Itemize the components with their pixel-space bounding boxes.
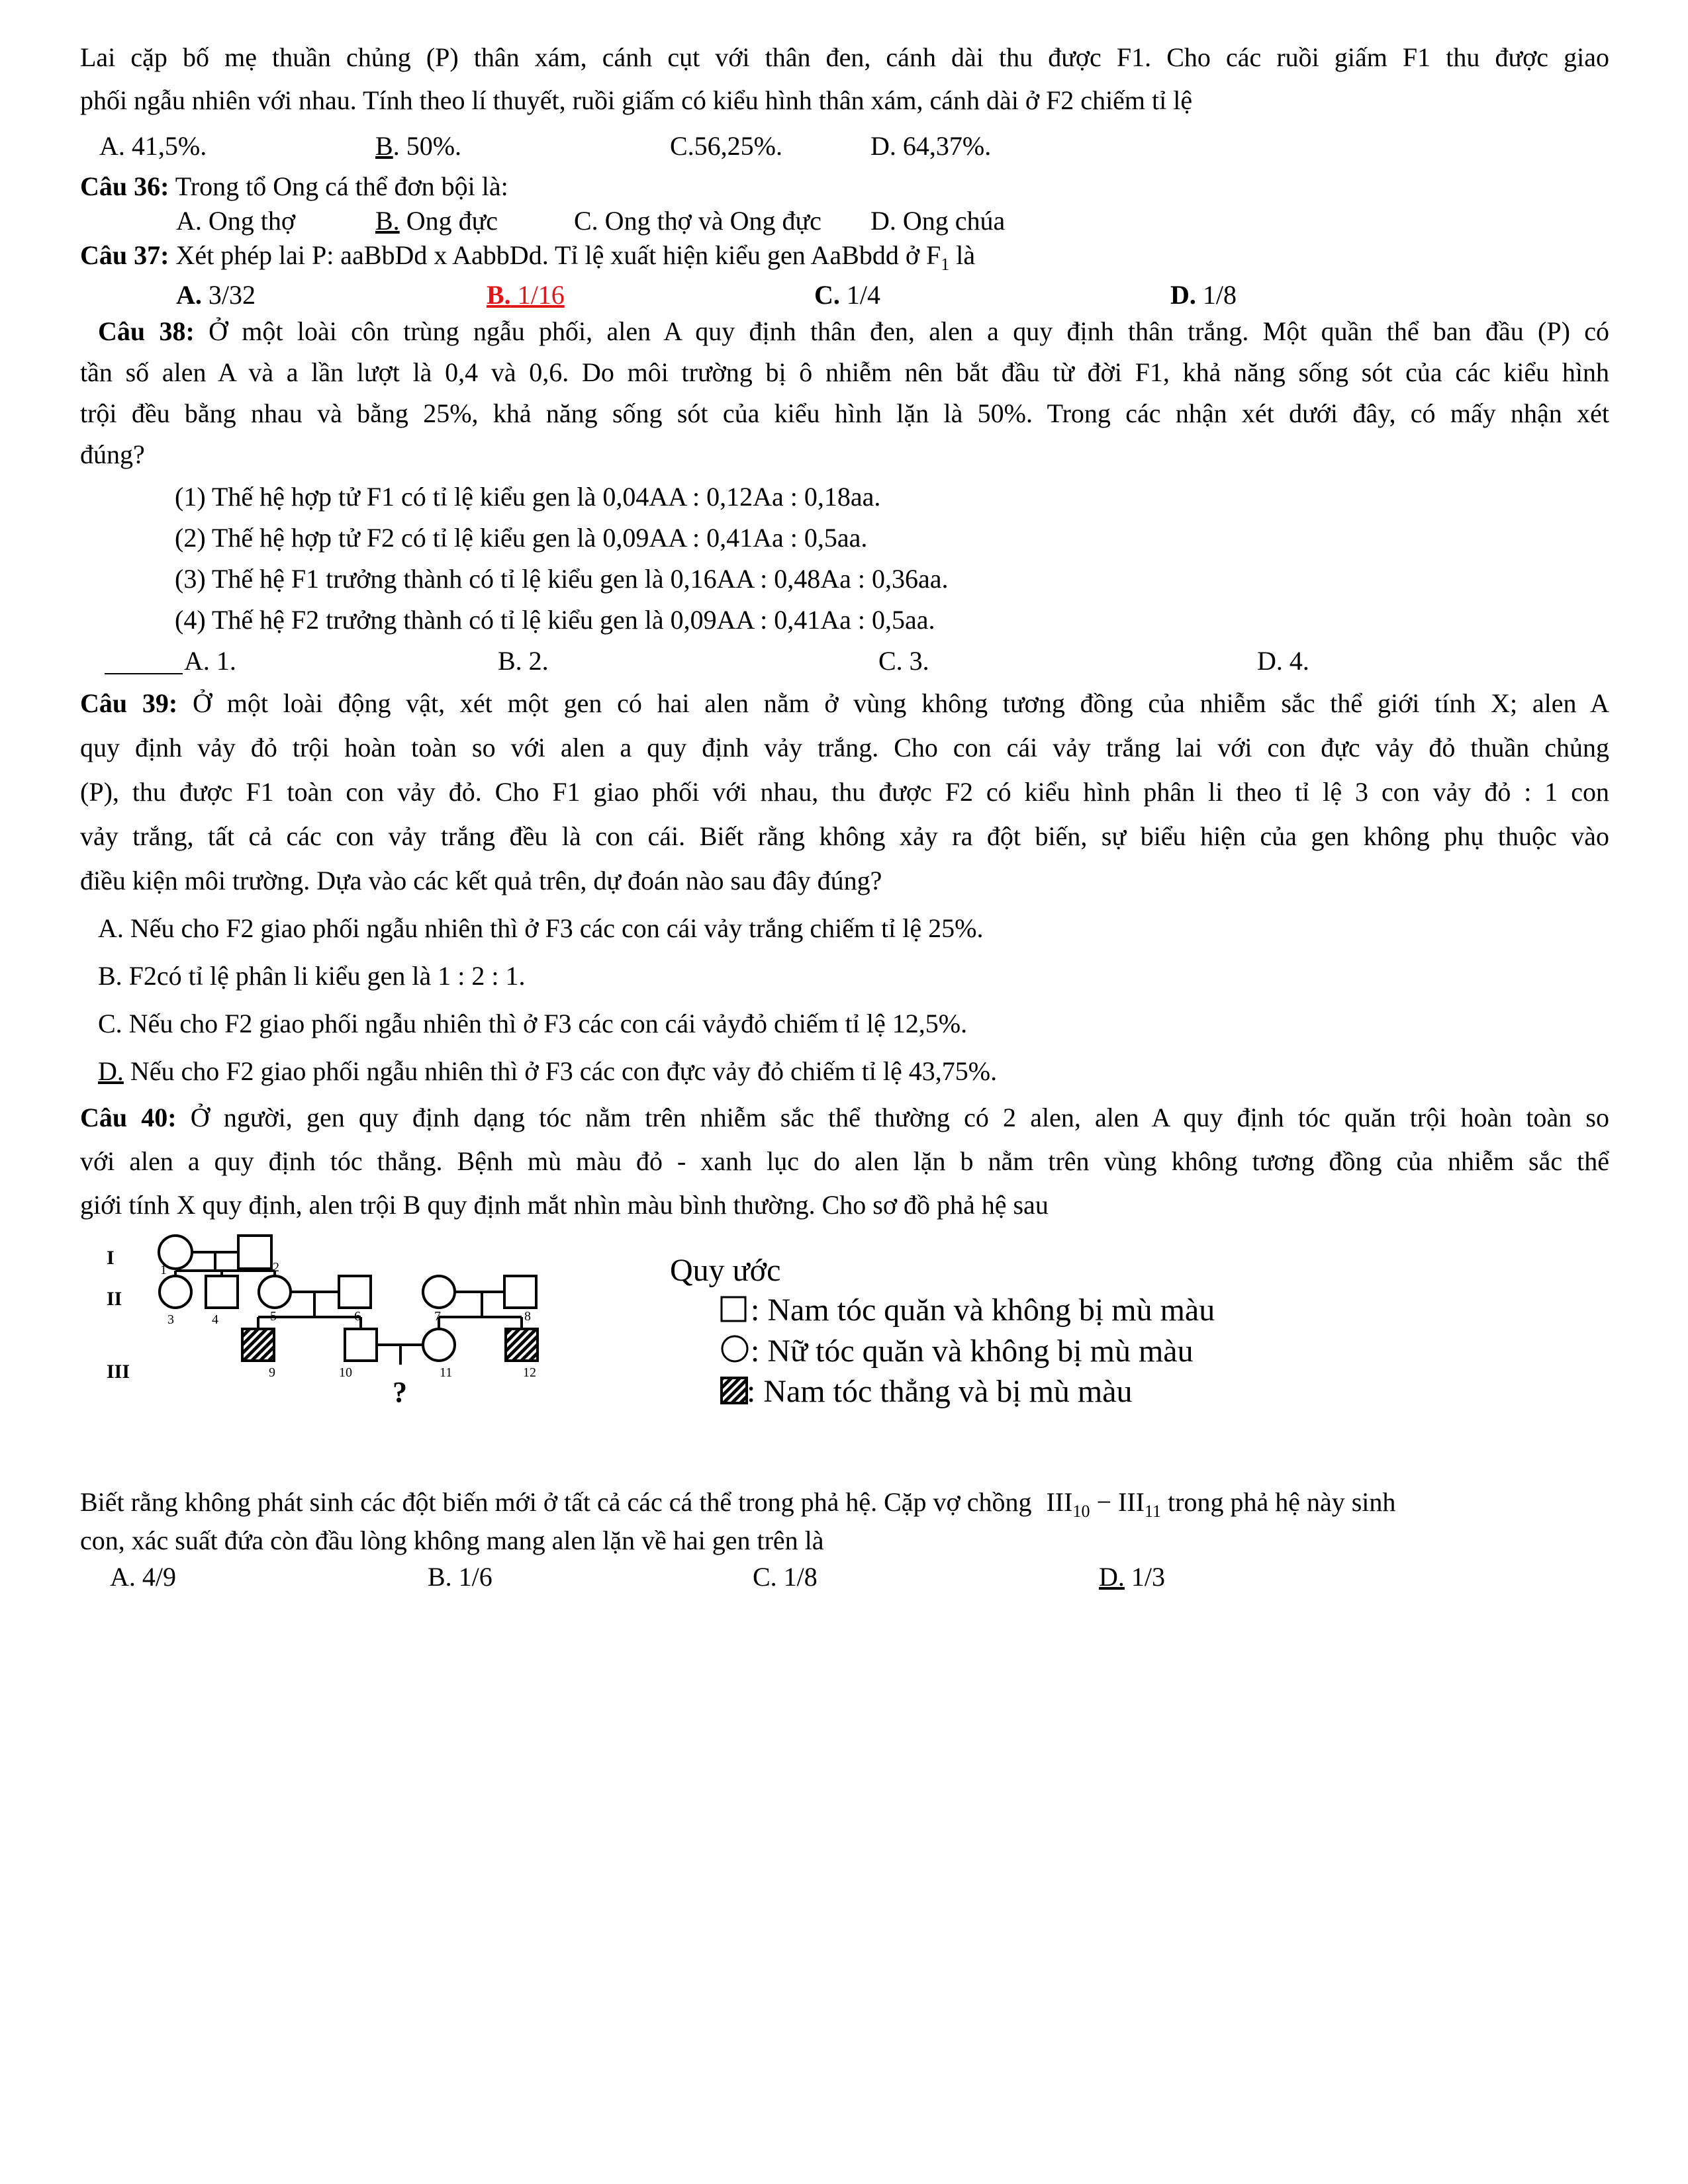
pedigree-number-12: 12: [523, 1365, 536, 1380]
q37-option-a: [176, 279, 256, 311]
q40-option-d-text: 1/3: [1124, 1562, 1166, 1592]
pedigree-female-11: [423, 1329, 455, 1361]
q35-option-b-text: . 50%.: [393, 131, 462, 161]
q40-line-1-text: Ở người, gen quy định dạng tóc nằm trên nhiễm sắc thể thường có 2 alen, alen A quy định tóc quăn trội hoàn toàn so: [176, 1103, 1610, 1132]
q38-option-b: B. 2.: [498, 646, 549, 676]
q38-statement-3: (3) Thế hệ F1 trưởng thành có tỉ lệ kiểu gen là 0,16AA : 0,48Aa : 0,36aa.: [175, 564, 949, 594]
legend-affected-symbol: [722, 1378, 747, 1403]
q36-option-b: [375, 205, 498, 237]
q38-statement-1: (1) Thế hệ hợp tử F1 có tỉ lệ kiểu gen là 0,04AA : 0,12Aa : 0,18aa.: [175, 482, 881, 512]
pedigree-number-5: 5: [270, 1309, 277, 1324]
q36-option-b-text: Ong đực: [399, 206, 498, 236]
q35-option-b-letter: B: [375, 131, 393, 161]
q38-line-2: tần số alen A và a lần lượt là 0,4 và 0,6. Do môi trường bị ô nhiễm nên bắt đầu từ đời F1, khả năng sống sót của các kiểu hình: [80, 357, 1609, 387]
legend-affected-text: : Nam tóc thẳng và bị mù màu: [747, 1374, 1133, 1409]
pedigree-affected-male-9: [242, 1329, 274, 1361]
q37-option-d-label: D.: [1170, 280, 1196, 310]
q38-label: Câu 38:: [98, 316, 195, 346]
pedigree-gen-label-III: III: [107, 1361, 130, 1383]
pedigree-affected-male-12: [506, 1329, 538, 1361]
pedigree-male-6: [339, 1276, 371, 1308]
q36-option-a: A. Ong thợ: [176, 206, 296, 236]
pedigree-male-8: [504, 1276, 536, 1308]
q37-option-a-value: 3/32: [201, 280, 256, 310]
q39-option-c: C. Nếu cho F2 giao phối ngẫu nhiên thì ở F3 các con cái vảyđỏ chiếm tỉ lệ 12,5%.: [98, 1009, 968, 1038]
pedigree-female-5: [259, 1276, 291, 1308]
q36-option-d: D. Ong chúa: [870, 206, 1006, 236]
legend-male-symbol: [722, 1297, 745, 1321]
q38-line-3: trội đều bằng nhau và bằng 25%, khả năng sống sót của kiểu hình lặn là 50%. Trong các nhận xét dưới đây, có mấy nhận xét: [80, 398, 1609, 428]
q39-line-2: quy định vảy đỏ trội hoàn toàn so với alen a quy định vảy trắng. Cho con cái vảy trắng lai với con đực vảy đỏ thuần chủng: [80, 733, 1609, 762]
q37-subscript: 1: [941, 255, 950, 274]
pedigree-number-9: 9: [269, 1365, 275, 1380]
q40-after-line-1: [80, 1486, 1395, 1527]
q39-line-3: (P), thu được F1 toàn con vảy đỏ. Cho F1 giao phối với nhau, thu được F2 có kiểu hình phân li theo tỉ lệ 3 con vảy đỏ : 1 con: [80, 777, 1609, 807]
pedigree-male-2: [238, 1236, 271, 1269]
q35-option-d: D. 64,37%.: [870, 131, 992, 161]
pedigree-number-10: 10: [339, 1365, 352, 1380]
q38-option-a: A. 1.: [184, 646, 236, 676]
q40-option-d-letter: D.: [1099, 1562, 1125, 1592]
legend-female-symbol: [722, 1336, 747, 1361]
q39-option-b: B. F2có tỉ lệ phân li kiểu gen là 1 : 2 : 1.: [98, 961, 526, 991]
q37-option-b-value: 1/16: [510, 280, 565, 310]
q40-after-text-1b: trong phả hệ này sinh: [1161, 1487, 1396, 1517]
q39-option-d-text: Nếu cho F2 giao phối ngẫu nhiên thì ở F3 các con đực vảy đỏ chiếm tỉ lệ 43,75%.: [123, 1056, 998, 1086]
legend-female-text: : Nữ tóc quăn và không bị mù màu: [751, 1334, 1194, 1369]
q38-line-1-text: Ở một loài côn trùng ngẫu phối, alen A quy định thân đen, alen a quy định thân trắng. Một quần thể ban đầu (P) có: [194, 316, 1610, 346]
pedigree-male-10: [345, 1329, 377, 1361]
q39-line-4: vảy trắng, tất cả các con vảy trắng đều là con cái. Biết rằng không xảy ra đột biến, sự biểu hiện của gen không phụ thuộc vào: [80, 821, 1609, 851]
q35-option-a: A. 41,5%.: [99, 131, 207, 161]
q35-line-2: phối ngẫu nhiên với nhau. Tính theo lí thuyết, ruồi giấm có kiểu hình thân xám, cánh dài ở F2 chiếm tỉ lệ: [80, 85, 1193, 115]
q37-label: Câu 37:: [80, 240, 169, 270]
legend-male-text: : Nam tóc quăn và không bị mù màu: [751, 1293, 1215, 1328]
q39-label: Câu 39:: [80, 688, 178, 718]
q37-option-c: [814, 279, 880, 311]
q36-text: Trong tổ Ong cá thể đơn bội là:: [169, 171, 508, 201]
pedigree-number-11: 11: [440, 1365, 453, 1380]
pedigree-question-mark: ?: [393, 1376, 407, 1408]
q40-option-a: A. 4/9: [110, 1562, 176, 1592]
q39-option-d-letter: D.: [98, 1056, 124, 1086]
q38-answer-underline: [105, 673, 183, 674]
pedigree-gen-label-II: II: [107, 1288, 122, 1310]
q38-line-4: đúng?: [80, 439, 145, 469]
pedigree-number-7: 7: [434, 1309, 441, 1324]
q38-option-c: C. 3.: [878, 646, 929, 676]
q37-stem: [80, 240, 975, 281]
q40-option-d: [1099, 1561, 1165, 1593]
q36-label: Câu 36:: [80, 171, 169, 201]
q37-option-d: [1170, 279, 1237, 311]
q37-option-c-label: C.: [814, 280, 840, 310]
q39-line-5: điều kiện môi trường. Dựa vào các kết quả trên, dự đoán nào sau đây đúng?: [80, 866, 882, 895]
q40-roman-11: III: [1118, 1487, 1145, 1517]
q37-text: Xét phép lai P: aaBbDd x AabbDd. Tỉ lệ xuất hiện kiểu gen AaBbdd ở F: [169, 240, 941, 270]
pedigree-number-3: 3: [167, 1312, 174, 1327]
q40-dash: −: [1090, 1487, 1118, 1517]
q37-option-c-value: 1/4: [839, 280, 881, 310]
q39-option-a: A. Nếu cho F2 giao phối ngẫu nhiên thì ở F3 các con cái vảy trắng chiếm tỉ lệ 25%.: [98, 913, 984, 943]
pedigree-number-8: 8: [524, 1309, 531, 1324]
pedigree-gen-label-I: I: [107, 1247, 115, 1269]
q35-option-b: [375, 130, 461, 162]
q40-sub-11: 11: [1144, 1502, 1162, 1521]
q40-after-line-2: con, xác suất đứa còn đầu lòng không mang alen lặn về hai gen trên là: [80, 1525, 824, 1555]
pedigree-male-4: [206, 1276, 238, 1308]
q36-option-b-letter: B.: [375, 206, 400, 236]
pedigree-female-3: [160, 1276, 191, 1308]
q40-after-text-1: Biết rằng không phát sinh các đột biến mới ở tất cả các cá thể trong phả hệ. Cặp vợ chồng: [80, 1487, 1032, 1517]
q40-line-1: [80, 1102, 1609, 1134]
q39-line-1: [80, 688, 1609, 719]
q40-option-c: C. 1/8: [753, 1562, 818, 1592]
pedigree-number-6: 6: [354, 1309, 361, 1324]
q37-option-a-label: A.: [176, 280, 202, 310]
q40-option-b: B. 1/6: [428, 1562, 492, 1592]
q37-option-b-label: B.: [487, 280, 511, 310]
pedigree-diagram: [99, 1224, 1258, 1449]
pedigree-number-1: 1: [160, 1263, 167, 1277]
q35-option-c: C.56,25%.: [670, 131, 782, 161]
q40-label: Câu 40:: [80, 1103, 177, 1132]
q40-sub-10: 10: [1072, 1502, 1090, 1521]
q37-option-b-correct: [487, 279, 565, 311]
q37-option-d-value: 1/8: [1196, 280, 1237, 310]
q37-tail: là: [949, 240, 976, 270]
q39-line-1-text: Ở một loài động vật, xét một gen có hai alen nằm ở vùng không tương đồng của nhiễm sắc thể giới tính X; alen A: [177, 688, 1610, 718]
pedigree-number-2: 2: [273, 1260, 279, 1275]
q38-option-d: D. 4.: [1257, 646, 1309, 676]
q35-line-1: Lai cặp bố mẹ thuần chủng (P) thân xám, cánh cụt với thân đen, cánh dài thu được F1. Cho các ruồi giấm F1 thu được giao: [80, 42, 1609, 72]
pedigree-female-7: [423, 1276, 455, 1308]
legend-title: Quy ước: [670, 1253, 781, 1288]
q40-line-3: giới tính X quy định, alen trội B quy định mắt nhìn màu bình thường. Cho sơ đồ phả hệ sau: [80, 1190, 1049, 1220]
q36-stem: [80, 171, 508, 203]
q39-option-d: [98, 1056, 997, 1087]
q38-statement-2: (2) Thế hệ hợp tử F2 có tỉ lệ kiểu gen là 0,09AA : 0,41Aa : 0,5aa.: [175, 523, 868, 553]
pedigree-number-4: 4: [212, 1312, 218, 1327]
q38-statement-4: (4) Thế hệ F2 trưởng thành có tỉ lệ kiểu gen là 0,09AA : 0,41Aa : 0,5aa.: [175, 605, 935, 635]
q36-option-c: C. Ong thợ và Ong đực: [574, 206, 821, 236]
q40-roman-10: III: [1046, 1487, 1073, 1517]
q38-line-1: [98, 316, 1609, 347]
q40-line-2: với alen a quy định tóc thẳng. Bệnh mù màu đỏ - xanh lục do alen lặn b nằm trên vùng không tương đồng của nhiễm sắc thể: [80, 1146, 1609, 1176]
